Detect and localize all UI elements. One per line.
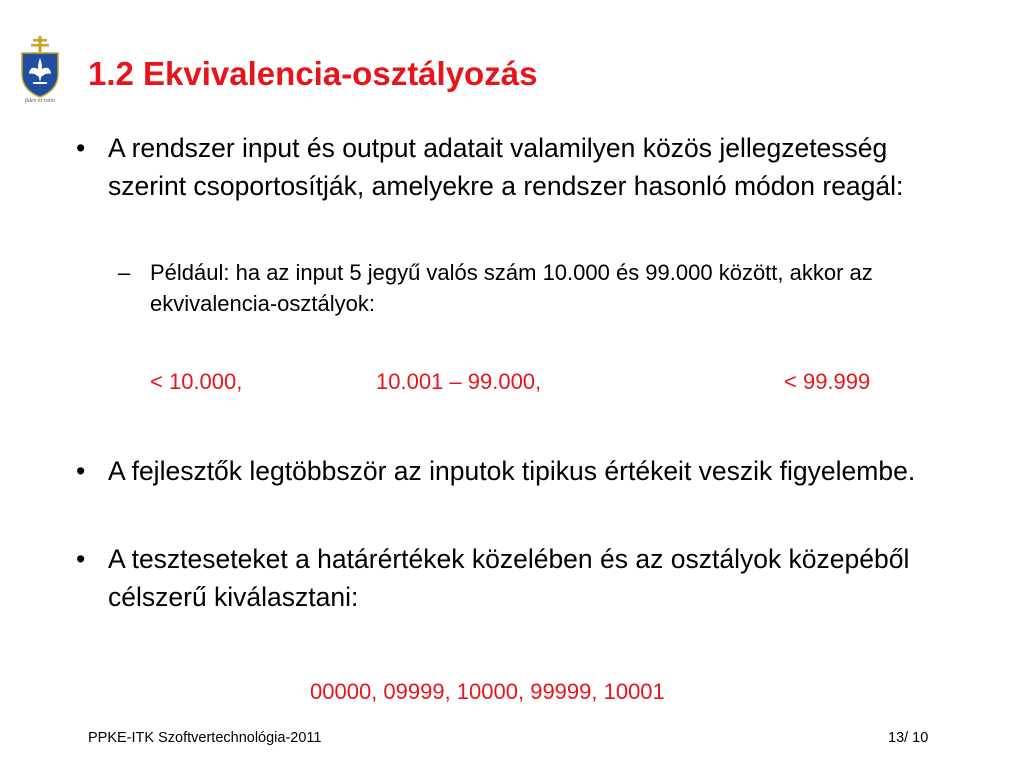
crest-graphic bbox=[18, 36, 62, 98]
footer-page-number: 13/ 10 bbox=[888, 730, 929, 746]
range-value: 10.001 – 99.000, bbox=[376, 369, 542, 394]
bullet-marker: • bbox=[76, 544, 86, 574]
bullet-text: A teszteseteket a határértékek közelében és az osztályok közepéből célszerű kiválasztani: bbox=[108, 544, 910, 612]
footer-course: PPKE-ITK Szoftvertechnológia-2011 bbox=[88, 730, 322, 746]
bullet-text: A rendszer input és output adatait valamilyen közös jellegzetesség szerint csoportosítják, amelyekre a rendszer hasonló módon reagál: bbox=[108, 133, 904, 201]
bullet-marker: • bbox=[76, 456, 86, 486]
range-value: < 10.000, bbox=[150, 369, 243, 394]
slide-title: 1.2 Ekvivalencia-osztályozás bbox=[88, 55, 538, 92]
university-crest-icon bbox=[18, 36, 62, 108]
range-value: < 99.999 bbox=[784, 369, 871, 394]
sub-bullet-text: Például: ha az input 5 jegyű valós szám 10.000 és 99.000 között, akkor az ekvivalencia-osztályok: bbox=[150, 260, 873, 316]
logo-motto: fides et ratio bbox=[24, 98, 56, 104]
test-values: 00000, 09999, 10000, 99999, 10001 bbox=[310, 679, 665, 704]
bullet-text: A fejlesztők legtöbbször az inputok tipikus értékeit veszik figyelembe. bbox=[108, 456, 916, 486]
sub-bullet-marker: – bbox=[118, 260, 131, 285]
bullet-marker: • bbox=[76, 133, 86, 163]
